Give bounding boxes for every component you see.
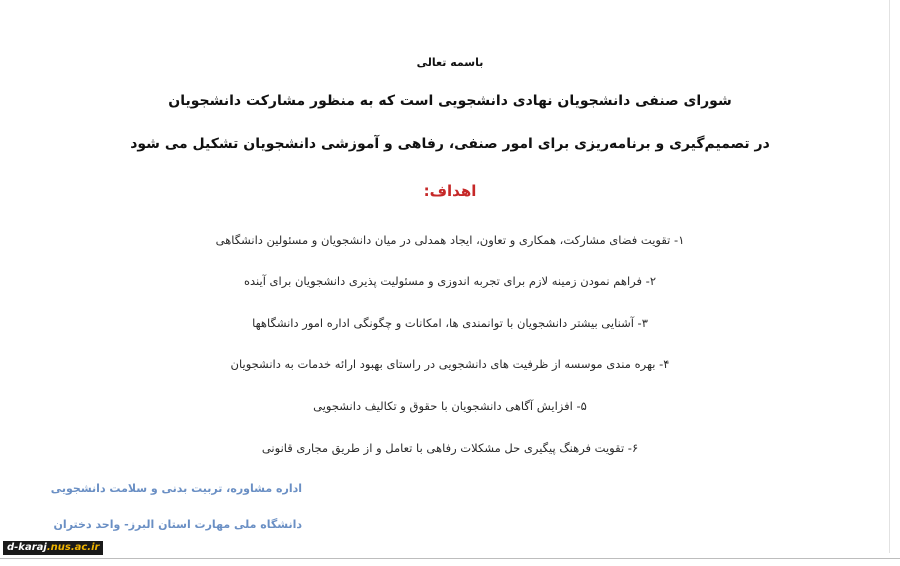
page-frame-bottom-border — [0, 558, 900, 559]
university-unit-name: دانشگاه ملی مهارت استان البرز- واحد دختران — [53, 518, 302, 531]
goal-item-2: ۲- فراهم نمودن زمینه لازم برای تجربه اندوزی و مسئولیت پذیری دانشجویان برای آینده — [243, 274, 657, 288]
watermark-domain: .nus.ac.ir — [46, 542, 100, 553]
goal-item-6: ۶- تقویت فرهنگ پیگیری حل مشکلات رفاهی با تعامل و از طریق مجاری قانونی — [261, 441, 639, 455]
site-watermark — [3, 541, 103, 555]
office-name: اداره مشاوره، تربیت بدنی و سلامت دانشجویی — [50, 482, 302, 495]
goal-item-5: ۵- افزایش آگاهی دانشجویان با حقوق و تکالیف دانشجویی — [313, 399, 587, 413]
basmala-heading: باسمه تعالی — [416, 56, 484, 69]
goal-item-3: ۳- آشنایی بیشتر دانشجویان با توانمندی ها، امکانات و چگونگی اداره امور دانشگاهها — [252, 316, 648, 330]
goals-heading: اهداف: — [423, 182, 477, 200]
goal-item-4: ۴- بهره مندی موسسه از ظرفیت های دانشجویی در راستای بهبود ارائه خدمات به دانشجویان — [230, 357, 670, 371]
council-definition-line-2: در تصمیم‌گیری و برنامه‌ریزی برای امور صنفی، رفاهی و آموزشی دانشجویان تشکیل می شود — [130, 136, 770, 152]
council-definition-line-1: شورای صنفی دانشجویان نهادی دانشجویی است که به منظور مشارکت دانشجویان — [168, 93, 732, 109]
watermark-prefix: d-karaj — [7, 542, 47, 553]
goal-item-1: ۱- تقویت فضای مشارکت، همکاری و تعاون، ایجاد همدلی در میان دانشجویان و مسئولین دانشگاهی — [215, 233, 685, 247]
